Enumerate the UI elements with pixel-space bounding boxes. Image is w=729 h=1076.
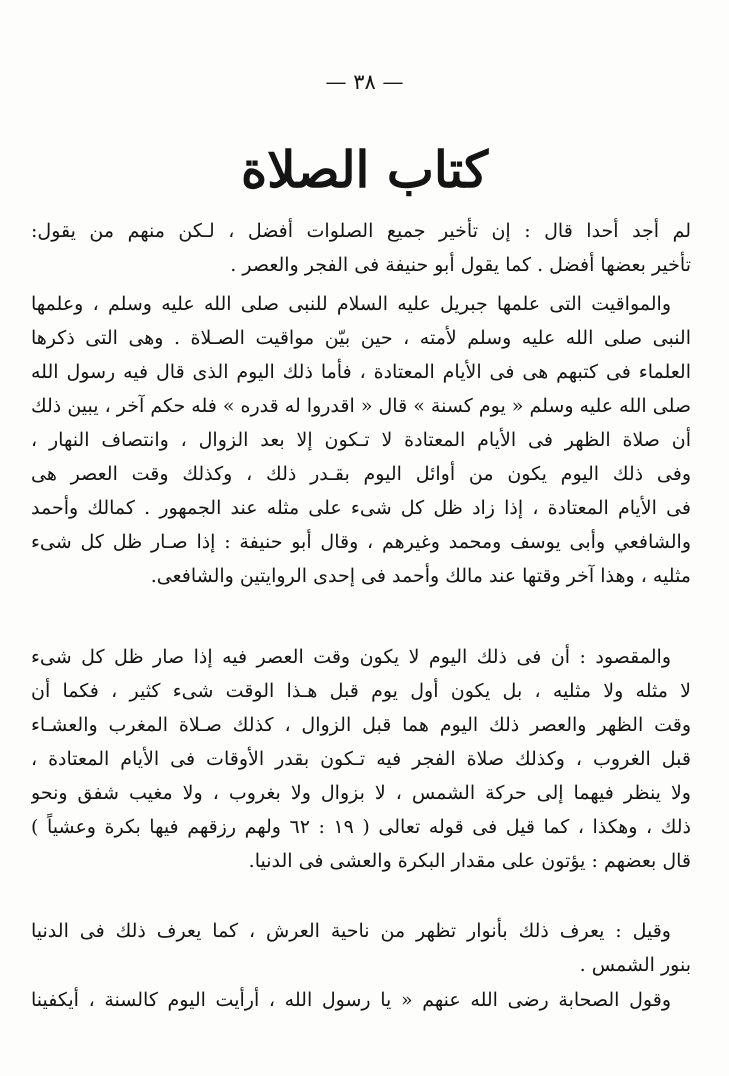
text-line: العلماء فى كتبهم هى فى الأيام المعتادة ، فأما ذلك اليوم الذى قال فيه رسول الله [31,361,691,383]
paragraph-3 [31,640,691,878]
text-line: وفى ذلك اليوم يكون من أوائل اليوم بقـدر ذلك ، وكذلك وقت العصر هى [31,463,691,485]
page-number: — ٣٨ — [325,70,404,94]
text-line: وقيل : يعرف ذلك بأنوار تظهر من ناحية العرش ، كما يعرف ذلك فى الدنيا [31,920,671,942]
text-line: لا مثله ولا مثليه ، بل يكون أول يوم قبل هـذا الوقت شىء كثير ، فكما أن [31,680,691,702]
text-line: وقول الصحابة رضى الله عنهم « يا رسول الله ، أرأيت اليوم كالسنة ، أيكفينا [31,989,671,1011]
text-line: ولا ينظر فيهما إلى حركة الشمس ، لا بزوال ولا بغروب ، ولا مغيب شفق ونحو [31,782,691,804]
text-line: والمواقيت التى علمها جبريل عليه السلام للنبى صلى الله عليه وسلم ، وعلمها [31,293,671,315]
paragraph-5 [31,983,691,1017]
text-line: بنور الشمس . [579,954,691,976]
text-line: قال بعضهم : يؤتون على مقدار البكرة والعشى فى الدنيا. [248,850,691,872]
text-line: مثليه ، وهذا آخر وقتها عند مالك وأحمد فى إحدى الروايتين والشافعى. [150,565,691,587]
chapter-title: كتاب الصلاة [240,140,489,199]
text-line: لم أجد أحدا قال : إن تأخير جميع الصلوات أفضل ، لـكن منهم من يقول: [31,220,691,242]
text-line: والمقصود : أن فى ذلك اليوم لا يكون وقت العصر فيه إذا صار ظل كل شىء [31,646,671,668]
text-line: صلى الله عليه وسلم « يوم كسنة » قال « اقدروا له قدره » فله حكم آخر ، يبين ذلك [31,395,691,417]
paragraph-4 [31,914,691,982]
text-line: فى الأيام المعتادة ، إذا زاد ظل كل شىء على مثله عند الجمهور . كمالك وأحمد [31,497,691,519]
text-line: ذلك ، وهكذا ، كما قيل فى قوله تعالى ( ١٩ : ٦٢ ولهم رزقهم فيها بكرة وعشياً ) [31,816,691,838]
text-line: تأخير بعضها أفضل . كما يقول أبو حنيفة فى الفجر والعصر . [230,254,691,276]
text-line: وقت الظهر والعصر ذلك اليوم هما قبل الزوال ، كذلك صـلاة المغرب والعشـاء [31,714,691,736]
paragraph-1 [31,214,691,282]
text-line: قبل الغروب ، وكذلك صلاة الفجر فيه تـكون بقدر الأوقات فى الأيام المعتادة ، [31,748,691,770]
text-line: النبى صلى الله عليه وسلم لأمته ، حين بيّن مواقيت الصـلاة . وهى التى ذكرها [31,327,691,349]
text-line: أن صلاة الظهر فى الأيام المعتادة لا تـكون إلا بعد الزوال ، وانتصاف النهار ، [31,429,691,451]
text-line: والشافعي وأبى يوسف ومحمد وغيرهم ، وقال أبو حنيفة : إذا صـار ظل كل شىء [31,531,691,553]
paragraph-2 [31,287,691,593]
